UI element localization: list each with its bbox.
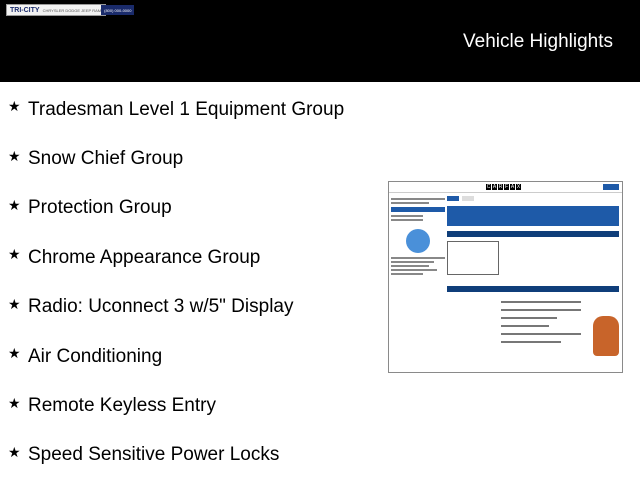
carfax-logo: C A R F A X: [486, 184, 521, 190]
carfax-history-bar: [447, 286, 619, 292]
header-bar: [0, 0, 640, 82]
feature-label: Protection Group: [28, 197, 172, 219]
dealer-logo-brand: TRI-CITY: [10, 6, 40, 14]
list-item: [8, 332, 344, 381]
list-item: [8, 431, 344, 480]
dealer-logo[interactable]: [6, 4, 132, 16]
star-icon: ★: [8, 246, 21, 263]
list-item: [8, 233, 344, 282]
feature-label: Air Conditioning: [28, 345, 163, 367]
star-icon: ★: [8, 394, 21, 411]
carfax-sidebar: [391, 196, 445, 277]
star-icon: ★: [8, 443, 21, 460]
carfax-header: [389, 182, 622, 193]
list-item: [8, 283, 344, 332]
feature-label: Chrome Appearance Group: [28, 246, 261, 268]
star-icon: ★: [8, 196, 21, 213]
badge-icon: [406, 229, 430, 253]
carfax-history-rows: [501, 296, 581, 349]
feature-label: Radio: Uconnect 3 w/5" Display: [28, 296, 294, 318]
dealer-logo-phone: (800) 000-0000: [101, 5, 134, 15]
star-icon: ★: [8, 147, 21, 164]
star-icon: ★: [8, 295, 21, 312]
list-item: [8, 85, 344, 134]
carfax-main: [447, 196, 619, 275]
feature-label: Remote Keyless Entry: [28, 395, 216, 417]
carfax-banner: [447, 206, 619, 226]
feature-label: Snow Chief Group: [28, 148, 184, 170]
star-icon: ★: [8, 345, 21, 362]
feature-label: Speed Sensitive Power Locks: [28, 444, 280, 466]
carfax-button: [603, 184, 619, 190]
feature-list: [8, 85, 344, 480]
feature-label: Tradesman Level 1 Equipment Group: [28, 98, 345, 120]
list-item: [8, 184, 344, 233]
carfax-report-thumbnail[interactable]: [388, 181, 623, 373]
star-icon: ★: [8, 98, 21, 115]
list-item: [8, 381, 344, 430]
dealer-logo-subtitle: CHRYSLER DODGE JEEP RAM: [42, 7, 102, 13]
list-item: [8, 134, 344, 183]
carfax-fox-mascot: [593, 316, 619, 356]
carfax-value-box: [447, 241, 499, 275]
page-title: Vehicle Highlights: [463, 31, 613, 52]
